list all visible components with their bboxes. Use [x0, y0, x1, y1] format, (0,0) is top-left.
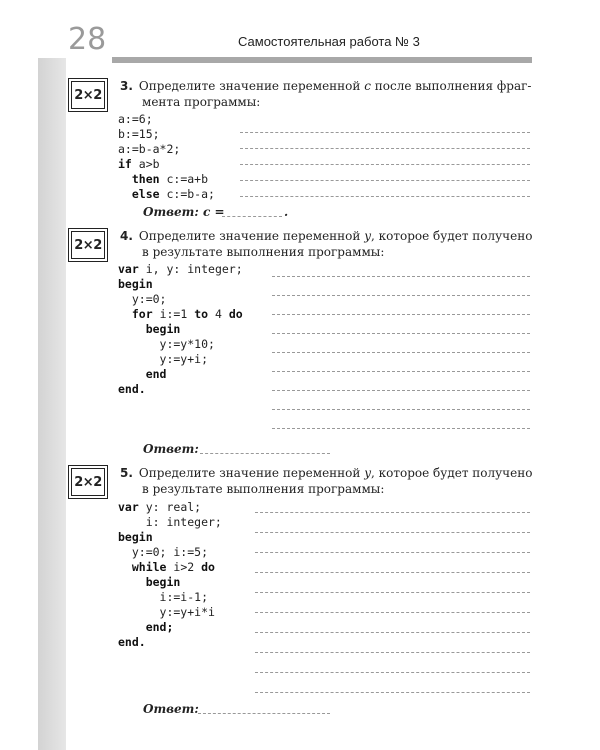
answer-period: . — [284, 205, 289, 219]
task-number: 4. — [120, 229, 133, 243]
work-line[interactable] — [272, 371, 530, 372]
task-5-code: var y: real; i: integer; begin y:=0; i:=5; while i>2 do begin i:=i-1; y:=y+i*i end; end. — [118, 500, 222, 649]
task-5-statement: 5. Определите значение переменной y, которое будет получено в результате выполнения программы: — [120, 466, 533, 496]
task-number: 3. — [120, 79, 133, 93]
work-line[interactable] — [255, 552, 530, 553]
work-line[interactable] — [240, 196, 530, 197]
answer-line[interactable] — [200, 453, 330, 454]
task-3-code: a:=6; b:=15; a:=b-a*2; if a>b then c:=a+b else c:=b-a; — [118, 112, 215, 201]
task-3-statement: 3. Определите значение переменной c после выполнения фраг- мента программы: — [120, 79, 532, 109]
work-line[interactable] — [272, 352, 530, 353]
work-line[interactable] — [272, 333, 530, 334]
difficulty-badge-icon: 2×2 — [68, 78, 108, 112]
work-line[interactable] — [255, 692, 530, 693]
task-4-statement: 4. Определите значение переменной y, которое будет получено в результате выполнения программы: — [120, 229, 533, 259]
difficulty-badge-icon: 2×2 — [68, 465, 108, 499]
work-line[interactable] — [255, 532, 530, 533]
page-title: Самостоятельная работа № 3 — [238, 34, 420, 49]
work-line[interactable] — [272, 428, 530, 429]
work-line[interactable] — [240, 148, 530, 149]
task-4-code: var i, y: integer; begin y:=0; for i:=1 to 4 do begin y:=y*10; y:=y+i; end end. — [118, 262, 243, 396]
answer-line[interactable] — [222, 216, 282, 217]
work-line[interactable] — [272, 409, 530, 410]
difficulty-badge-icon: 2×2 — [68, 228, 108, 262]
work-line[interactable] — [240, 180, 530, 181]
task-5-answer: Ответ: — [143, 702, 199, 716]
task-4-answer: Ответ: — [143, 442, 199, 456]
work-line[interactable] — [272, 390, 530, 391]
work-line[interactable] — [255, 512, 530, 513]
work-line[interactable] — [255, 652, 530, 653]
work-line[interactable] — [272, 295, 530, 296]
answer-line[interactable] — [198, 713, 330, 714]
work-line[interactable] — [272, 276, 530, 277]
work-line[interactable] — [255, 672, 530, 673]
page-side-band — [38, 58, 66, 750]
task-number: 5. — [120, 466, 133, 480]
work-line[interactable] — [255, 612, 530, 613]
work-line[interactable] — [240, 164, 530, 165]
work-line[interactable] — [240, 132, 530, 133]
work-line[interactable] — [272, 314, 530, 315]
work-line[interactable] — [255, 632, 530, 633]
task-3-answer: Ответ: с = — [143, 205, 225, 219]
work-line[interactable] — [255, 572, 530, 573]
page-number: 28 — [68, 22, 107, 57]
header-rule — [112, 57, 532, 63]
work-line[interactable] — [255, 592, 530, 593]
